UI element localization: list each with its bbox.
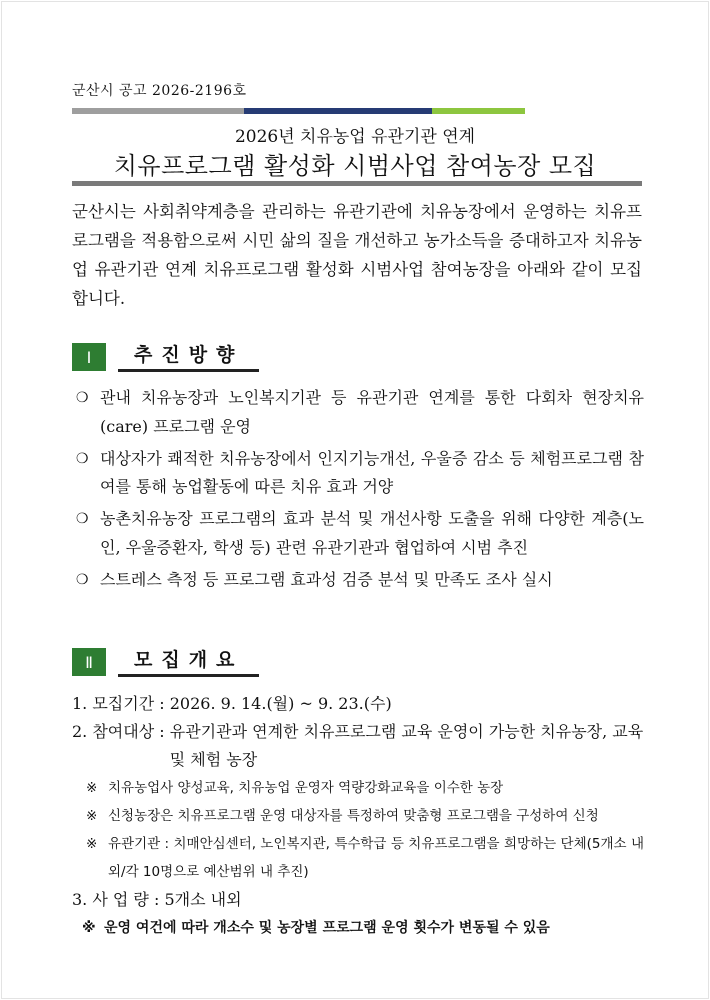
section-2-number: Ⅱ xyxy=(72,648,106,676)
intro-text: 군산시는 사회취약계층을 관리하는 유관기관에 치유농장에서 운영하는 치유프로그램을 적용함으로써 시민 삶의 질을 개선하고 농가소득을 증대하고자 치유농업 유관기관 연계 치유프로그램 활성화 시범사업 참여농장을 아래와 같이 모집합니다. xyxy=(72,202,642,308)
overview-label: 1. 모집기간 : xyxy=(72,694,170,713)
overview-value: 2026. 9. 14.(월) ~ 9. 23.(수) xyxy=(169,694,392,713)
color-bar-green xyxy=(432,108,525,114)
bullet-text: 스트레스 측정 등 프로그램 효과성 검증 분석 및 만족도 조사 실시 xyxy=(100,569,553,589)
note-item xyxy=(86,802,644,830)
reference-mark-icon: ※ xyxy=(86,780,98,796)
section-2-body xyxy=(72,690,644,942)
note-text: 유관기관 : 치매안심센터, 노인복지관, 특수학급 등 치유프로그램을 희망하는 단체(5개소 내외/각 10명으로 예산범위 내 추진) xyxy=(108,836,644,880)
circle-bullet-icon: ❍ xyxy=(76,571,89,588)
bullet-item xyxy=(72,566,644,595)
overview-item-period xyxy=(72,690,644,718)
circle-bullet-icon: ❍ xyxy=(76,450,89,467)
overview-item-target xyxy=(72,718,644,774)
bullet-item xyxy=(72,505,644,562)
note-item xyxy=(86,774,644,802)
section-2-title: 모집개요 xyxy=(118,648,259,677)
bullet-text: 관내 치유농장과 노인복지기관 등 유관기관 연계를 통한 다회차 현장치유(care) 프로그램 운영 xyxy=(100,388,644,436)
final-note xyxy=(82,914,644,942)
final-note-text: 운영 여건에 따라 개소수 및 농장별 프로그램 운영 횟수가 변동될 수 있음 xyxy=(104,920,550,936)
page-title: 치유프로그램 활성화 시범사업 참여농장 모집 xyxy=(113,152,597,180)
color-bar-navy xyxy=(244,108,432,114)
bullet-text: 농촌치유농장 프로그램의 효과 분석 및 개선사항 도출을 위해 다양한 계층(노인, 우울증환자, 학생 등) 관련 유관기관과 협업하여 시범 추진 xyxy=(100,509,644,557)
overview-value: 유관기관과 연계한 치유프로그램 교육 운영이 가능한 치유농장, 교육 및 체험 농장 xyxy=(169,722,644,769)
note-text: 치유농업사 양성교육, 치유농업 운영자 역량강화교육을 이수한 농장 xyxy=(108,780,504,796)
overview-value: 5개소 내외 xyxy=(164,890,242,909)
title-underline xyxy=(72,181,642,186)
notice-number: 군산시 공고 2026-2196호 xyxy=(72,83,247,99)
bullet-text: 대상자가 쾌적한 치유농장에서 인지기능개선, 우울증 감소 등 체험프로그램 참여를 통해 농업활동에 따른 치유 효과 거양 xyxy=(100,448,644,496)
intro-paragraph xyxy=(72,197,642,313)
circle-bullet-icon: ❍ xyxy=(76,390,89,406)
circle-bullet-icon: ❍ xyxy=(76,511,89,527)
color-bar-gray xyxy=(72,108,244,114)
section-1-title: 추진방향 xyxy=(118,343,259,372)
bullet-item xyxy=(72,445,644,502)
section-1-number: Ⅰ xyxy=(72,343,106,371)
note-item xyxy=(86,830,644,886)
header-color-bar xyxy=(72,108,642,114)
reference-mark-icon: ※ xyxy=(82,920,96,936)
subtitle: 2026년 치유농업 유관기관 연계 xyxy=(234,127,476,147)
overview-label: 3. 사 업 량 : xyxy=(72,890,165,909)
section-1-bullets xyxy=(72,384,644,598)
section-1-header xyxy=(72,343,259,371)
overview-label: 2. 참여대상 : xyxy=(72,722,170,741)
reference-mark-icon: ※ xyxy=(86,836,98,852)
reference-mark-icon: ※ xyxy=(86,808,98,824)
bullet-item xyxy=(72,384,644,441)
section-2-header xyxy=(72,648,259,676)
overview-item-quantity xyxy=(72,886,644,914)
note-text: 신청농장은 치유프로그램 운영 대상자를 특정하여 맞춤형 프로그램을 구성하여 신청 xyxy=(108,808,599,824)
